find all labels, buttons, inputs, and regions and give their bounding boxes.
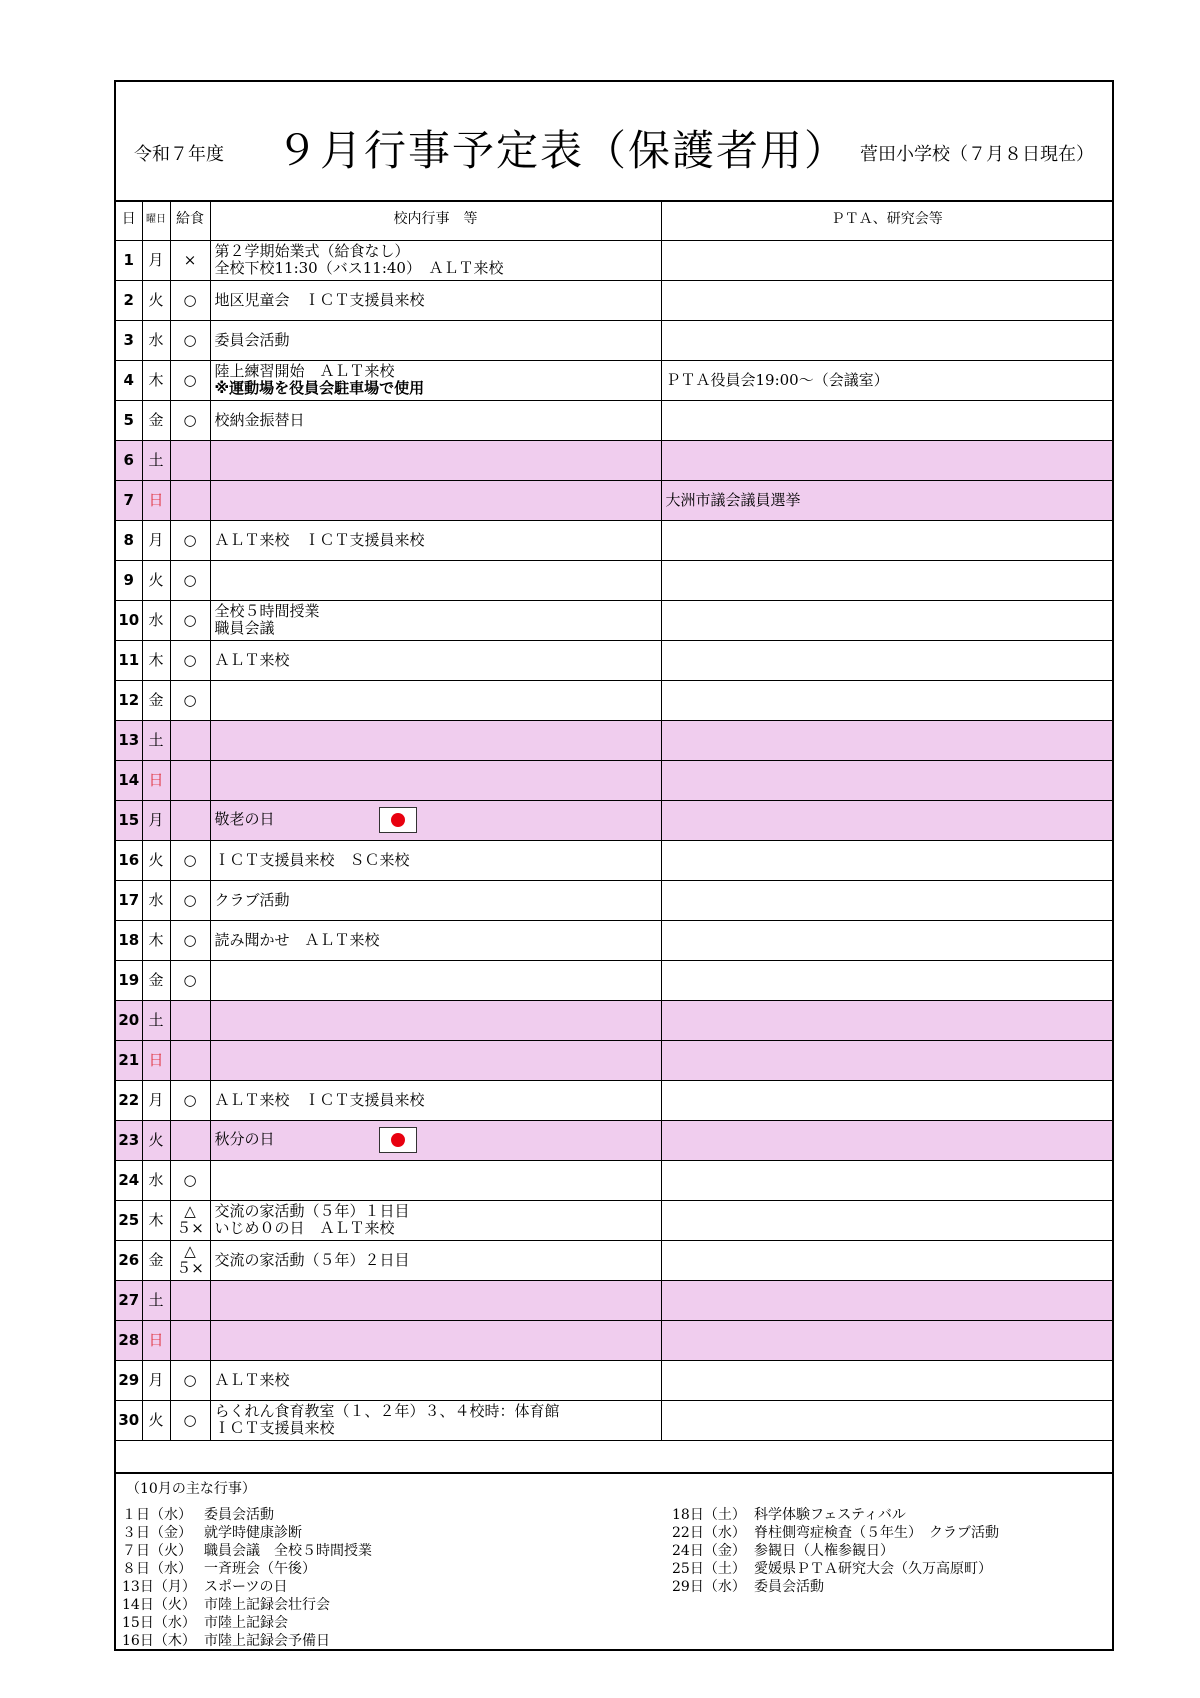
table-row [116, 400, 1112, 440]
pta-cell [661, 1280, 1112, 1320]
october-date: 22日（水） [672, 1525, 746, 1541]
lunch-cell: ○ [170, 600, 210, 640]
day-cell: 13 [116, 720, 142, 760]
weekday-cell: 金 [142, 680, 170, 720]
table-row [116, 1240, 1112, 1280]
october-event-text: 職員会議 全校５時間授業 [204, 1543, 372, 1559]
october-date: ８日（水） [122, 1561, 192, 1577]
table-row [116, 320, 1112, 360]
table-row [116, 560, 1112, 600]
weekday-cell: 月 [142, 1360, 170, 1400]
event-text: 職員会議 [214, 619, 275, 637]
lunch-cell: ○ [170, 320, 210, 360]
event-text: ＡＬＴ来校 ＩＣＴ支援員来校 [214, 1090, 425, 1109]
events-cell [210, 360, 661, 400]
october-date: 29日（水） [672, 1579, 746, 1595]
lunch-cell: ○ [170, 1360, 210, 1400]
list-item [672, 1560, 999, 1578]
list-item [122, 1614, 372, 1632]
october-event-text: 一斉班会（午後） [204, 1561, 316, 1577]
event-text: 交流の家活動（５年）１日目 [214, 1202, 410, 1220]
day-cell: 2 [116, 280, 142, 320]
weekday-cell: 日 [142, 760, 170, 800]
lunch-cell: ○ [170, 640, 210, 680]
weekday-cell: 月 [142, 520, 170, 560]
lunch-cell: ○ [170, 1400, 210, 1440]
event-text: クラブ活動 [214, 890, 290, 909]
events-cell [210, 480, 661, 520]
october-date: 25日（土） [672, 1561, 746, 1577]
lunch-cell [170, 480, 210, 520]
weekday-cell: 月 [142, 240, 170, 280]
october-event-text: 委員会活動 [204, 1507, 274, 1523]
schedule-frame [114, 80, 1114, 1651]
event-text: 読み聞かせ ＡＬＴ来校 [214, 930, 380, 949]
lunch-cell: ○ [170, 360, 210, 400]
october-event-text: スポーツの日 [204, 1579, 288, 1595]
weekday-cell: 火 [142, 1400, 170, 1440]
weekday-cell: 木 [142, 1200, 170, 1240]
list-item [122, 1506, 372, 1524]
october-date: ３日（金） [122, 1525, 192, 1541]
events-cell [210, 400, 661, 440]
october-date: 13日（月） [122, 1579, 196, 1595]
pta-cell [661, 840, 1112, 880]
lunch-cell: △ ５× [170, 1200, 210, 1240]
weekday-cell: 土 [142, 1000, 170, 1040]
lunch-cell [170, 1120, 210, 1160]
pta-cell [661, 640, 1112, 680]
col-pta-header: ＰＴＡ、研究会等 [661, 200, 1112, 240]
col-weekday-header: 曜日 [142, 200, 170, 240]
weekday-cell: 木 [142, 360, 170, 400]
weekday-cell: 木 [142, 640, 170, 680]
events-cell [210, 1280, 661, 1320]
event-text: ＩＣＴ支援員来校 [214, 1419, 335, 1437]
events-cell [210, 560, 661, 600]
table-row [116, 1320, 1112, 1360]
events-cell [210, 1120, 661, 1160]
weekday-cell: 火 [142, 840, 170, 880]
events-cell [210, 800, 661, 840]
weekday-cell: 水 [142, 1160, 170, 1200]
table-row [116, 1080, 1112, 1120]
lunch-cell: ○ [170, 680, 210, 720]
pta-cell [661, 920, 1112, 960]
pta-cell [661, 1000, 1112, 1040]
weekday-cell: 火 [142, 280, 170, 320]
weekday-cell: 金 [142, 960, 170, 1000]
october-date: 16日（木） [122, 1633, 196, 1649]
pta-cell [661, 400, 1112, 440]
weekday-cell: 土 [142, 440, 170, 480]
weekday-cell: 土 [142, 720, 170, 760]
header [116, 82, 1112, 202]
day-cell: 8 [116, 520, 142, 560]
list-item [672, 1506, 999, 1524]
lunch-cell [170, 1320, 210, 1360]
table-row [116, 960, 1112, 1000]
events-cell [210, 1200, 661, 1240]
weekday-cell: 日 [142, 1320, 170, 1360]
day-cell: 10 [116, 600, 142, 640]
table-row [116, 800, 1112, 840]
events-cell [210, 1040, 661, 1080]
day-cell: 6 [116, 440, 142, 480]
weekday-cell: 火 [142, 1120, 170, 1160]
day-cell: 22 [116, 1080, 142, 1120]
event-text: 全校下校11:30（バス11:40） ＡＬＴ来校 [214, 259, 504, 277]
table-row [116, 520, 1112, 560]
day-cell: 3 [116, 320, 142, 360]
events-cell [210, 1160, 661, 1200]
weekday-cell: 月 [142, 1080, 170, 1120]
october-event-text: 科学体験フェスティバル [754, 1507, 906, 1523]
table-row [116, 1280, 1112, 1320]
table-row [116, 760, 1112, 800]
event-text: いじめ０の日 ＡＬＴ来校 [214, 1219, 395, 1237]
day-cell: 19 [116, 960, 142, 1000]
day-cell: 11 [116, 640, 142, 680]
day-cell: 17 [116, 880, 142, 920]
lunch-cell [170, 1040, 210, 1080]
pta-cell [661, 320, 1112, 360]
table-header-row [116, 200, 1112, 240]
pta-cell [661, 1360, 1112, 1400]
pta-cell [661, 720, 1112, 760]
october-event-text: 委員会活動 [754, 1579, 824, 1595]
lunch-cell: ○ [170, 920, 210, 960]
lunch-cell: ○ [170, 400, 210, 440]
table-row [116, 1120, 1112, 1160]
day-cell: 1 [116, 240, 142, 280]
weekday-cell: 水 [142, 880, 170, 920]
lunch-cell: ○ [170, 960, 210, 1000]
lunch-cell [170, 1000, 210, 1040]
weekday-cell: 火 [142, 560, 170, 600]
events-cell [210, 720, 661, 760]
col-day-header: 日 [116, 200, 142, 240]
list-item [122, 1596, 372, 1614]
weekday-cell: 日 [142, 1040, 170, 1080]
day-cell: 15 [116, 800, 142, 840]
table-row [116, 640, 1112, 680]
table-row [116, 1360, 1112, 1400]
weekday-cell: 金 [142, 400, 170, 440]
events-cell [210, 680, 661, 720]
table-row [116, 440, 1112, 480]
day-cell: 30 [116, 1400, 142, 1440]
table-row [116, 720, 1112, 760]
lunch-cell: ○ [170, 1160, 210, 1200]
table-row [116, 240, 1112, 280]
day-cell: 29 [116, 1360, 142, 1400]
events-cell [210, 640, 661, 680]
weekday-cell: 水 [142, 600, 170, 640]
october-events [116, 1472, 1112, 1649]
october-date: ７日（火） [122, 1543, 192, 1559]
weekday-cell: 月 [142, 800, 170, 840]
day-cell: 4 [116, 360, 142, 400]
list-item [122, 1542, 372, 1560]
event-text: 地区児童会 ＩＣＴ支援員来校 [214, 290, 425, 309]
day-cell: 16 [116, 840, 142, 880]
table-row [116, 840, 1112, 880]
pta-cell [661, 280, 1112, 320]
lunch-cell: △ ５× [170, 1240, 210, 1280]
list-item [672, 1542, 999, 1560]
table-row [116, 880, 1112, 920]
event-text: ＡＬＴ来校 ＩＣＴ支援員来校 [214, 530, 425, 549]
pta-cell [661, 560, 1112, 600]
lunch-cell [170, 760, 210, 800]
events-cell [210, 1320, 661, 1360]
event-text: ＡＬＴ来校 [214, 1370, 290, 1389]
weekday-cell: 金 [142, 1240, 170, 1280]
pta-cell [661, 1160, 1112, 1200]
list-item [672, 1578, 999, 1596]
lunch-cell: ○ [170, 1080, 210, 1120]
table-row [116, 680, 1112, 720]
events-cell [210, 440, 661, 480]
events-cell [210, 760, 661, 800]
lunch-cell: ○ [170, 560, 210, 600]
table-row [116, 600, 1112, 640]
list-item [122, 1578, 372, 1596]
october-event-text: 脊柱側弯症検査（５年生） クラブ活動 [754, 1525, 999, 1541]
col-lunch-header: 給食 [170, 200, 210, 240]
pta-cell [661, 1200, 1112, 1240]
calendar-table [116, 200, 1112, 1441]
events-cell [210, 1000, 661, 1040]
event-text: ＩＣＴ支援員来校 ＳＣ来校 [214, 850, 410, 869]
lunch-cell [170, 1280, 210, 1320]
list-item [122, 1560, 372, 1578]
october-event-text: 愛媛県ＰＴＡ研究大会（久万高原町） [754, 1561, 992, 1577]
lunch-cell: ○ [170, 880, 210, 920]
october-title: （10月の主な行事） [126, 1481, 256, 1497]
events-cell [210, 320, 661, 360]
pta-cell [661, 1080, 1112, 1120]
weekday-cell: 土 [142, 1280, 170, 1320]
list-item [122, 1524, 372, 1542]
events-cell [210, 880, 661, 920]
event-text: 交流の家活動（５年）２日目 [214, 1250, 410, 1269]
event-text: 委員会活動 [214, 330, 290, 349]
day-cell: 12 [116, 680, 142, 720]
day-cell: 25 [116, 1200, 142, 1240]
events-cell [210, 520, 661, 560]
table-row [116, 1040, 1112, 1080]
day-cell: 9 [116, 560, 142, 600]
event-text: 敬老の日 [214, 810, 275, 828]
lunch-cell: ○ [170, 520, 210, 560]
pta-cell [661, 1240, 1112, 1280]
table-row [116, 480, 1112, 520]
day-cell: 27 [116, 1280, 142, 1320]
pta-cell [661, 440, 1112, 480]
pta-cell: 大洲市議会議員選挙 [661, 480, 1112, 520]
event-text: ※運動場を役員会駐車場で使用 [214, 379, 425, 397]
lunch-cell: ○ [170, 840, 210, 880]
october-date: １日（水） [122, 1507, 192, 1523]
list-item [672, 1524, 999, 1542]
events-cell [210, 920, 661, 960]
pta-cell: ＰＴＡ役員会19:00～（会議室） [661, 360, 1112, 400]
pta-cell [661, 1400, 1112, 1440]
page-title: ９月行事予定表（保護者用） [276, 126, 849, 175]
event-text: 第２学期始業式（給食なし） [214, 242, 410, 260]
event-text: 秋分の日 [214, 1130, 275, 1148]
col-events-header: 校内行事 等 [210, 200, 661, 240]
table-row [116, 1160, 1112, 1200]
pta-cell [661, 1040, 1112, 1080]
october-event-text: 市陸上記録会壮行会 [204, 1597, 330, 1613]
table-row [116, 1000, 1112, 1040]
event-text: 全校５時間授業 [214, 602, 320, 620]
lunch-cell: × [170, 240, 210, 280]
day-cell: 18 [116, 920, 142, 960]
pta-cell [661, 1120, 1112, 1160]
pta-cell [661, 960, 1112, 1000]
table-row [116, 1200, 1112, 1240]
events-cell [210, 840, 661, 880]
event-text: ＡＬＴ来校 [214, 650, 290, 669]
day-cell: 28 [116, 1320, 142, 1360]
pta-cell [661, 1320, 1112, 1360]
october-list-right [672, 1506, 999, 1596]
october-date: 14日（火） [122, 1597, 196, 1613]
weekday-cell: 日 [142, 480, 170, 520]
table-row [116, 920, 1112, 960]
october-date: 24日（金） [672, 1543, 746, 1559]
day-cell: 24 [116, 1160, 142, 1200]
october-event-text: 参観日（人権参観日） [754, 1543, 894, 1559]
october-event-text: 就学時健康診断 [204, 1525, 302, 1541]
school-name: 菅田小学校（７月８日現在） [860, 144, 1094, 165]
weekday-cell: 水 [142, 320, 170, 360]
events-cell [210, 1080, 661, 1120]
pta-cell [661, 600, 1112, 640]
table-row [116, 280, 1112, 320]
japan-flag-icon [379, 807, 417, 833]
event-text: らくれん食育教室（１、２年）３、４校時：体育館 [214, 1402, 560, 1420]
event-text: 陸上練習開始 ＡＬＴ来校 [214, 362, 395, 380]
pta-cell [661, 880, 1112, 920]
events-cell [210, 240, 661, 280]
day-cell: 7 [116, 480, 142, 520]
lunch-cell [170, 440, 210, 480]
lunch-cell: ○ [170, 280, 210, 320]
october-event-text: 市陸上記録会 [204, 1615, 288, 1631]
events-cell [210, 1360, 661, 1400]
events-cell [210, 600, 661, 640]
weekday-cell: 木 [142, 920, 170, 960]
events-cell [210, 960, 661, 1000]
event-text: 校納金振替日 [214, 410, 305, 429]
events-cell [210, 1400, 661, 1440]
lunch-cell [170, 720, 210, 760]
pta-cell [661, 240, 1112, 280]
day-cell: 5 [116, 400, 142, 440]
events-cell [210, 280, 661, 320]
day-cell: 26 [116, 1240, 142, 1280]
table-row [116, 360, 1112, 400]
october-event-text: 市陸上記録会予備日 [204, 1633, 330, 1649]
day-cell: 14 [116, 760, 142, 800]
table-row [116, 1400, 1112, 1440]
japan-flag-icon [379, 1127, 417, 1153]
fiscal-year: 令和７年度 [134, 144, 224, 165]
day-cell: 21 [116, 1040, 142, 1080]
day-cell: 23 [116, 1120, 142, 1160]
events-cell [210, 1240, 661, 1280]
pta-cell [661, 520, 1112, 560]
october-date: 18日（土） [672, 1507, 746, 1523]
list-item [122, 1632, 372, 1650]
pta-cell [661, 680, 1112, 720]
pta-cell [661, 800, 1112, 840]
day-cell: 20 [116, 1000, 142, 1040]
october-list-left [122, 1506, 372, 1650]
pta-cell [661, 760, 1112, 800]
lunch-cell [170, 800, 210, 840]
october-date: 15日（水） [122, 1615, 196, 1631]
